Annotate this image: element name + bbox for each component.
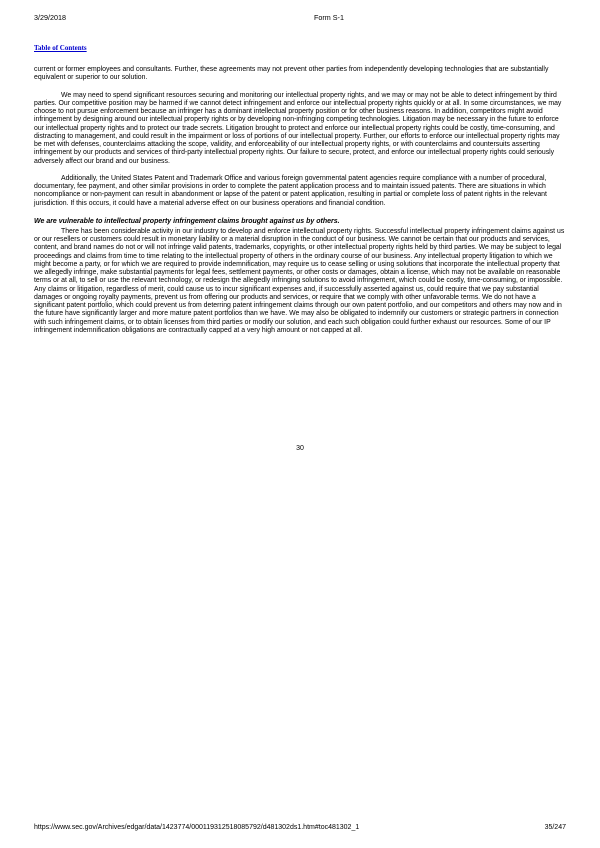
paragraph-continuation: current or former employees and consultants. Further, these agreements may not prevent other parties from independently developing technologies that are substantially equivalent or superior to our solution. <box>34 66 549 82</box>
header-form-title: Form S-1 <box>314 13 344 22</box>
section-heading: We are vulnerable to intellectual property infringement claims brought against us by others. <box>34 217 340 225</box>
footer-url: https://www.sec.gov/Archives/edgar/data/1423774/000119312518085792/d481302ds1.htm#toc481302_1 <box>34 824 360 831</box>
paragraph-infringement-claims: There has been considerable activity in our industry to develop and enforce intellectual property rights. Successful intellectual property infringement claims against us or our resellers or customers could result in monetary liability or a material disruption in the conduct of our business. We cannot be certain that our products and services, content, and brand names do not or will not infringe valid patents, trademarks, copyrights, or other intellectual property rights held by third parties. We may be subject to legal proceedings and claims from time to time relating to the intellectual property of others in the ordinary course of our business. Any intellectual property litigation to which we might become a party, or for which we are required to provide indemnification, may require us to cease selling or using solutions that incorporate the intellectual property that we allegedly infringe, make substantial payments for legal fees, settlement payments, or other costs or damages, obtain a license, which may not be available on reasonable terms or at all, to sell or use the relevant technology, or redesign the allegedly infringing solutions to avoid infringement, which could be costly, time-consuming, or impossible. Any claims or litigation, regardless of merit, could cause us to incur significant expenses and, if successfully asserted against us, could require that we pay substantial damages or ongoing royalty payments, prevent us from offering our products and services, or require that we comply with other unfavorable terms. We do not have a significant patent portfolio, which could prevent us from deterring patent infringement claims through our own patent portfolio, and our competitors and others may now and in the future have significantly larger and more mature patent portfolios than we have. We may also be obligated to indemnify our customers or strategic partners in connection with such infringement claims, or to obtain licenses from third parties or modify our solution, and each such obligation could further exhaust our resources. Some of our IP infringement indemnification obligations are contractually capped at a very high amount or not capped at all. <box>34 227 565 334</box>
header-date: 3/29/2018 <box>34 13 66 22</box>
document-body <box>34 66 566 335</box>
paragraph-patent-office: Additionally, the United States Patent and Trademark Office and various foreign governmental patent agencies require compliance with a number of procedural, documentary, fee payment, and other similar provisions in order to complete the patent application process and to maintain issued patents. There are situations in which noncompliance or non-payment can result in abandonment or lapse of the patent or patent application, resulting in partial or complete loss of patent rights in the relevant jurisdiction. If this occurs, it could have a material adverse effect on our business operations and financial condition. <box>34 174 547 207</box>
paragraph-monitoring-ip: We may need to spend significant resources securing and monitoring our intellectual property rights, and we may or may not be able to detect infringement by third parties. Our competitive position may be harmed if we cannot detect infringement and enforce our intellectual property rights quickly or at all. In some circumstances, we may choose to not pursue enforcement because an infringer has a dominant intellectual property position or for other business reasons. In addition, competitors might avoid infringement by designing around our intellectual property rights or by developing non-infringing competing technologies. Litigation may be necessary in the future to enforce our intellectual property rights and to protect our trade secrets. Litigation brought to protect and enforce our intellectual property rights could be costly, time-consuming, and distracting to management, and could result in the impairment or loss of portions of our intellectual property. Further, our efforts to enforce our intellectual property rights may be met with defenses, counterclaims attacking the scope, validity, and enforceability of our intellectual property rights, or with counterclaims and countersuits asserting infringement by our products and services of third-party intellectual property rights. Our failure to secure, protect, and enforce our intellectual property rights could seriously adversely affect our brand and our business. <box>34 91 562 165</box>
table-of-contents-link[interactable]: Table of Contents <box>34 44 87 52</box>
page-number: 30 <box>296 445 304 452</box>
footer-page-count: 35/247 <box>544 824 566 831</box>
